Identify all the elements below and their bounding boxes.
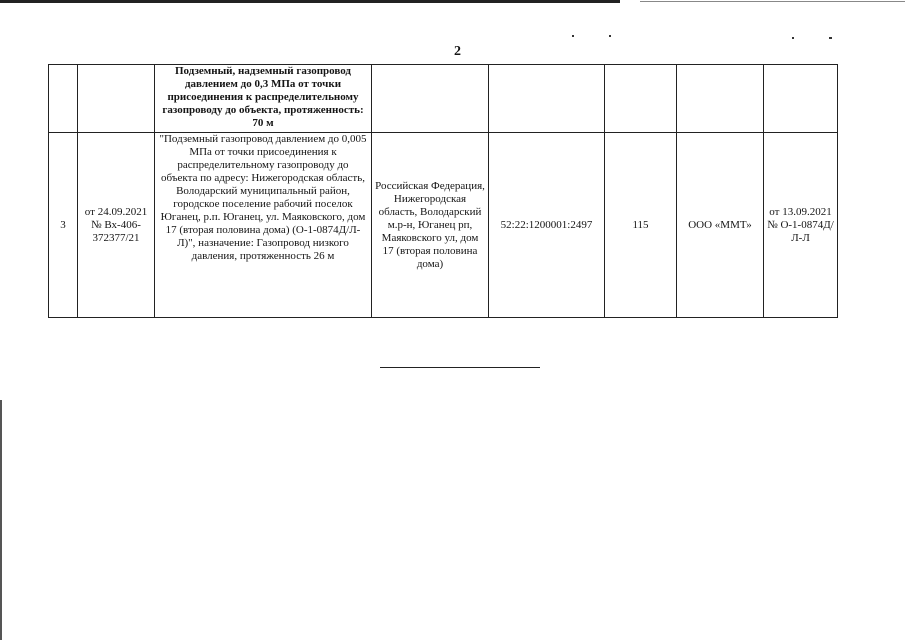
- area-cell: 115: [605, 133, 677, 318]
- scan-edge-mark: [0, 400, 2, 640]
- permit-cell: от 13.09.2021 № О-1-0874Д/Л-Л: [764, 133, 838, 318]
- scan-speck: [572, 35, 574, 37]
- row-number-cell: [49, 65, 78, 133]
- area-cell: [605, 65, 677, 133]
- permit-cell: [764, 65, 838, 133]
- scan-speck: [609, 35, 611, 37]
- scan-speck: [829, 37, 832, 39]
- row-number-cell: 3: [49, 133, 78, 318]
- cadastral-number-cell: [489, 65, 605, 133]
- address-cell: Российская Федерация, Нижегородская область, Володарский м.р-н, Юганец рп, Маяковского ул, дом 17 (вторая половина дома): [372, 133, 489, 318]
- object-description-cell: Подземный, надземный газопровод давлением до 0,3 МПа от точки присоединения к распределительному газопроводу до объекта, протяженность: 70 м: [155, 65, 372, 133]
- owner-cell: [677, 65, 764, 133]
- table-row: [49, 65, 838, 133]
- top-border-line: [0, 0, 620, 3]
- owner-cell: ООО «ММТ»: [677, 133, 764, 318]
- request-cell: от 24.09.2021 № Вх-406-372377/21: [78, 133, 155, 318]
- top-border-line-right: [640, 1, 905, 2]
- scan-speck: [792, 37, 794, 39]
- object-description-cell: "Подземный газопровод давлением до 0,005 МПа от точки присоединения к распределительному газопроводу до объекта по адресу: Нижегородская область, Володарский муниципальный район, городское поселение рабочий поселок Юганец, р.п. Юганец, ул. Маяковского, дом 17 (вторая половина дома) (О-1-0874Д/Л-Л)", назначение: Газопровод низкого давления, протяженность 26 м: [155, 133, 372, 318]
- page-number: 2: [454, 44, 461, 59]
- cadastral-number-cell: 52:22:1200001:2497: [489, 133, 605, 318]
- address-cell: [372, 65, 489, 133]
- end-of-table-rule: [380, 367, 540, 368]
- register-table: [48, 64, 838, 318]
- request-cell: [78, 65, 155, 133]
- table-row: [49, 133, 838, 318]
